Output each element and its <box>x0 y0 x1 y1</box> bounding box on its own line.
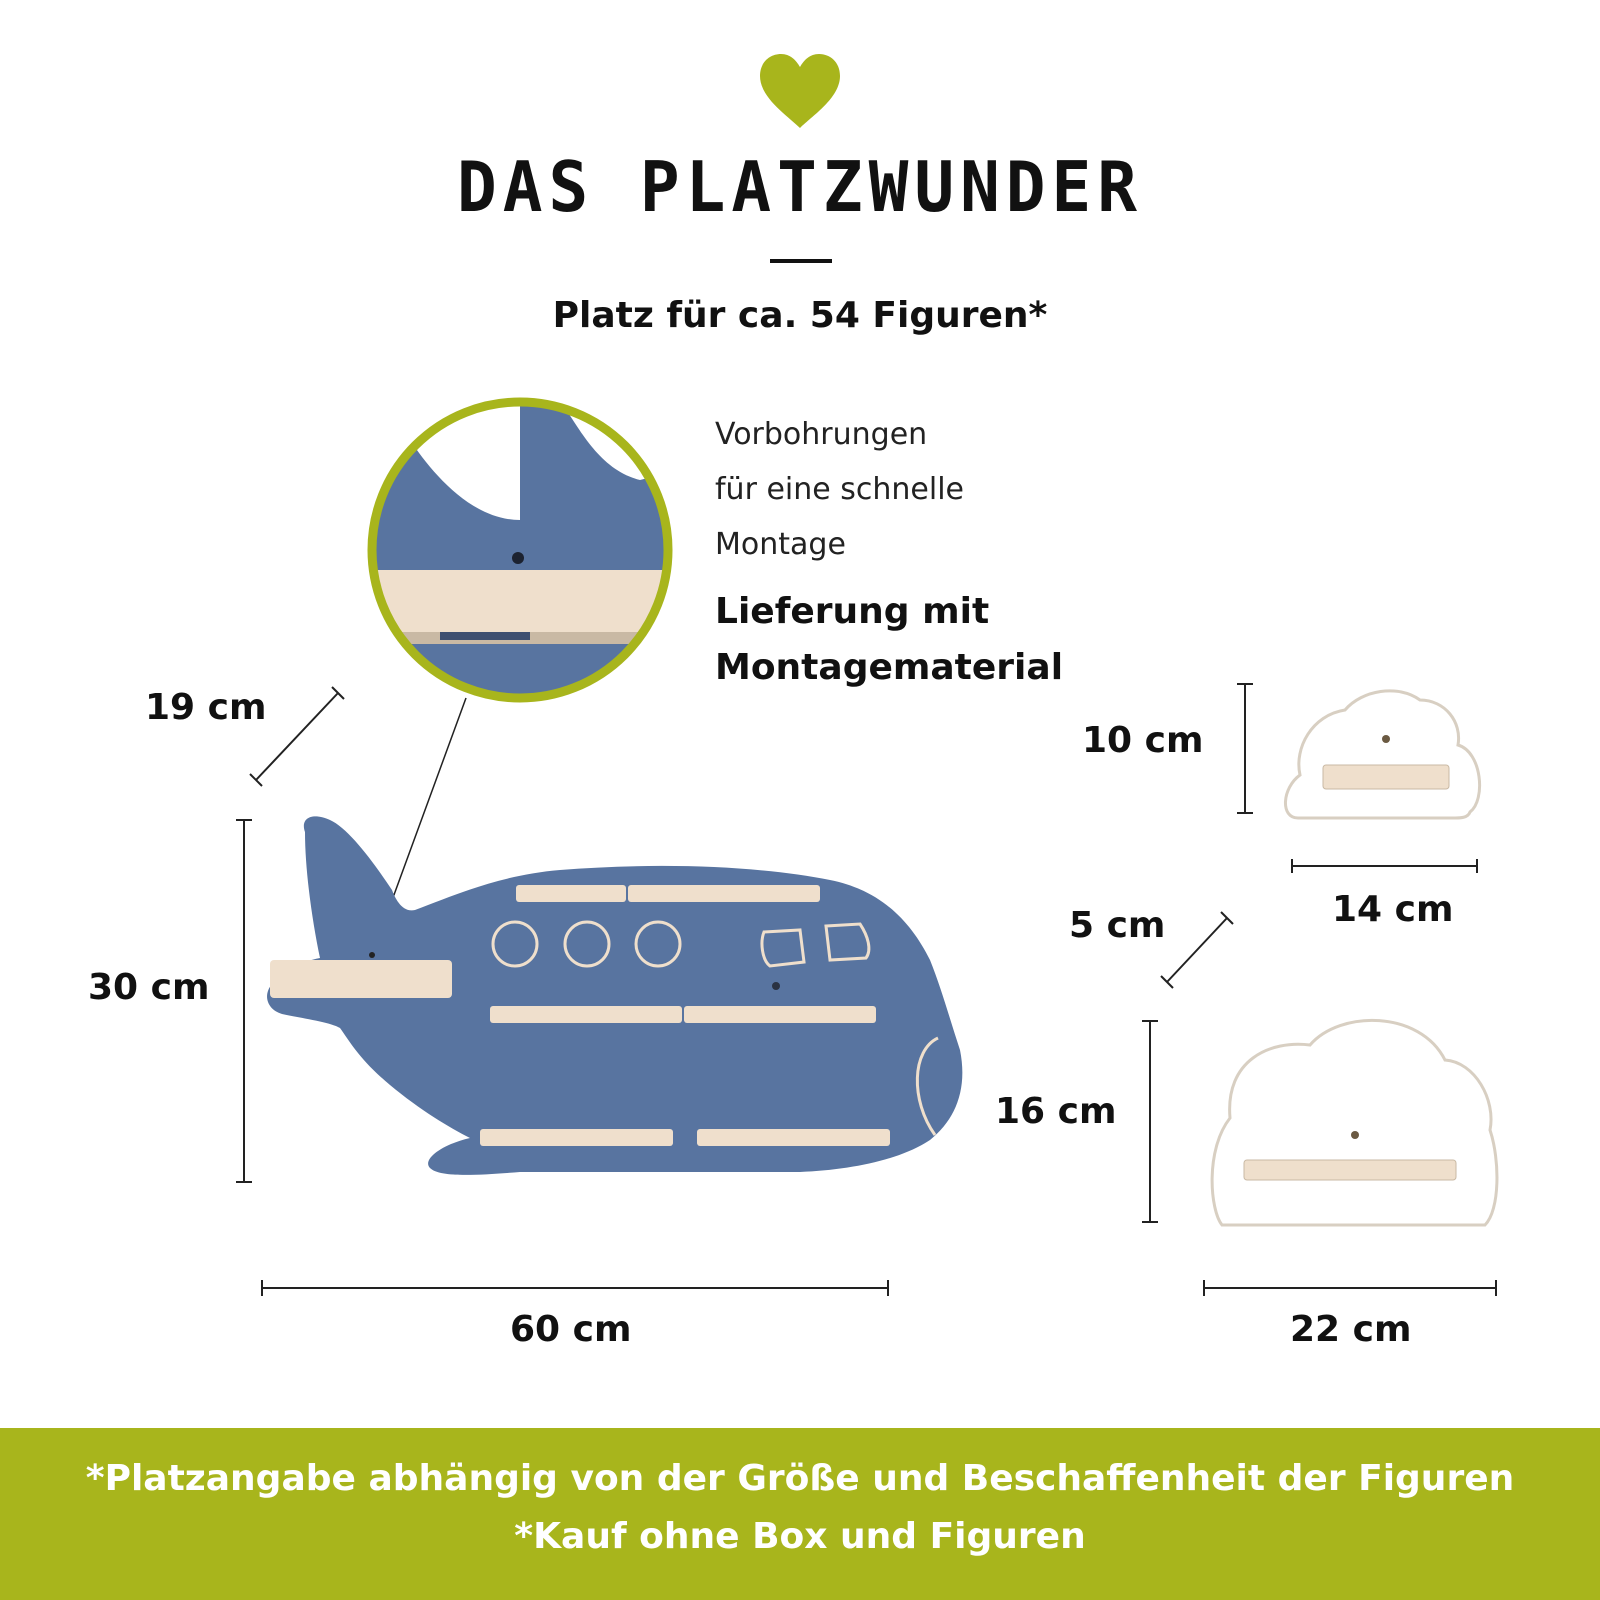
shelf-middle-left <box>490 1006 682 1023</box>
feature-note-line-3: Montage <box>715 527 846 562</box>
small-cloud-shelf <box>1285 691 1479 818</box>
airplane-shelf <box>267 816 962 1174</box>
dim-airplane-width: 60 cm <box>510 1309 632 1350</box>
shelf-middle-right <box>684 1006 876 1023</box>
footer-disclaimer-2: *Kauf ohne Box und Figuren <box>514 1516 1086 1557</box>
dim-airplane-height: 30 cm <box>88 967 210 1008</box>
dim-airplane-depth: 19 cm <box>145 687 267 728</box>
dim-large-cloud-height: 16 cm <box>995 1091 1117 1132</box>
dim-small-cloud-height: 10 cm <box>1082 720 1204 761</box>
page-subtitle: Platz für ca. 54 Figuren* <box>552 295 1048 336</box>
shelf-bottom-right <box>697 1129 890 1146</box>
footer-banner <box>0 1428 1600 1600</box>
feature-bold-line-2: Montagematerial <box>715 647 1064 688</box>
feature-note-line-1: Vorbohrungen <box>715 417 928 452</box>
zoom-detail <box>370 400 680 704</box>
dim-large-cloud-width: 22 cm <box>1290 1309 1412 1350</box>
shelf-tail <box>270 960 452 998</box>
page-title: DAS PLATZWUNDER <box>456 147 1144 228</box>
feature-note-line-2: für eine schnelle <box>715 472 964 507</box>
dim-large-cloud-depth: 5 cm <box>1069 905 1166 946</box>
shelf-top-left <box>516 885 626 902</box>
large-cloud-shelf <box>1212 1020 1497 1225</box>
shelf-top-right <box>628 885 820 902</box>
footer-disclaimer-1: *Platzangabe abhängig von der Größe und Beschaffenheit der Figuren <box>85 1458 1515 1499</box>
feature-bold-line-1: Lieferung mit <box>715 591 990 632</box>
dim-small-cloud-width: 14 cm <box>1332 889 1454 930</box>
shelf-bottom-left <box>480 1129 673 1146</box>
mounting-hole <box>772 982 780 990</box>
